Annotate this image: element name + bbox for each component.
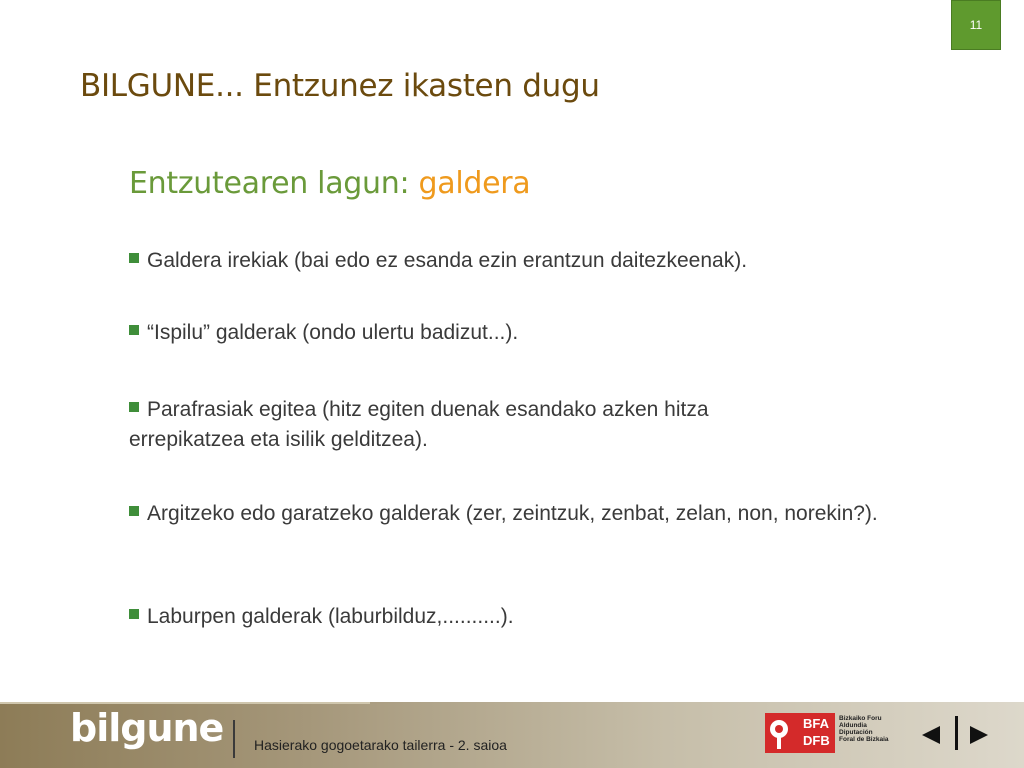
slide-subtitle	[129, 166, 530, 201]
previous-slide-button[interactable]	[918, 716, 958, 756]
bullet-text: “Ispilu” galderak (ondo ulertu badizut...).	[147, 321, 519, 344]
bullet-item	[129, 499, 889, 529]
bullet-marker-icon	[129, 325, 139, 335]
bizkaia-names	[839, 715, 899, 743]
bilgune-logo: bilgune	[70, 706, 224, 750]
triangle-left-icon	[918, 716, 958, 756]
bullet-marker-icon	[129, 506, 139, 516]
footer-divider-line	[0, 702, 370, 704]
bullet-item	[129, 246, 929, 276]
slide-title: BILGUNE... Entzunez ikasten dugu	[80, 68, 600, 104]
bizkaia-name-line: Diputación	[839, 729, 873, 736]
page-number: 11	[969, 18, 983, 32]
subtitle-highlight: galdera	[418, 166, 531, 201]
bizkaia-letters	[803, 715, 830, 749]
bizkaia-logo-mark	[765, 713, 835, 753]
bizkaia-name-line: Foral de Bizkaia	[839, 736, 889, 743]
bullet-text: Argitzeko edo garatzeko galderak (zer, zeintzuk, zenbat, zelan, non, norekin?).	[147, 502, 878, 525]
bullet-item	[129, 395, 819, 455]
bullet-marker-icon	[129, 402, 139, 412]
bullet-text: Laburpen galderak (laburbilduz,..........).	[147, 605, 514, 628]
bullet-item	[129, 602, 929, 632]
bullet-text: Parafrasiak egitea (hitz egiten duenak esandako azken hitza errepikatzea eta isilik gelditzea).	[129, 398, 709, 451]
dfb-letters: DFB	[803, 733, 830, 748]
page-number-badge	[951, 0, 1001, 50]
bullet-marker-icon	[129, 609, 139, 619]
subtitle-prefix: Entzutearen lagun:	[129, 166, 419, 201]
bizkaia-name-line: Bizkaiko Foru	[839, 715, 882, 722]
footer-separator	[233, 720, 235, 758]
footer-caption: Hasierako gogoetarako tailerra - 2. saioa	[254, 737, 507, 753]
bullet-item	[129, 318, 929, 348]
bullet-text: Galdera irekiak (bai edo ez esanda ezin erantzun daitezkeenak).	[147, 249, 748, 272]
bizkaia-name-line: Aldundia	[839, 722, 867, 729]
bullet-marker-icon	[129, 253, 139, 263]
triangle-right-icon	[958, 716, 998, 756]
tree-icon	[765, 713, 805, 753]
next-slide-button[interactable]	[958, 716, 998, 756]
bfa-letters: BFA	[803, 716, 829, 731]
footer-bar	[0, 702, 1024, 768]
bizkaia-logo	[765, 713, 891, 757]
